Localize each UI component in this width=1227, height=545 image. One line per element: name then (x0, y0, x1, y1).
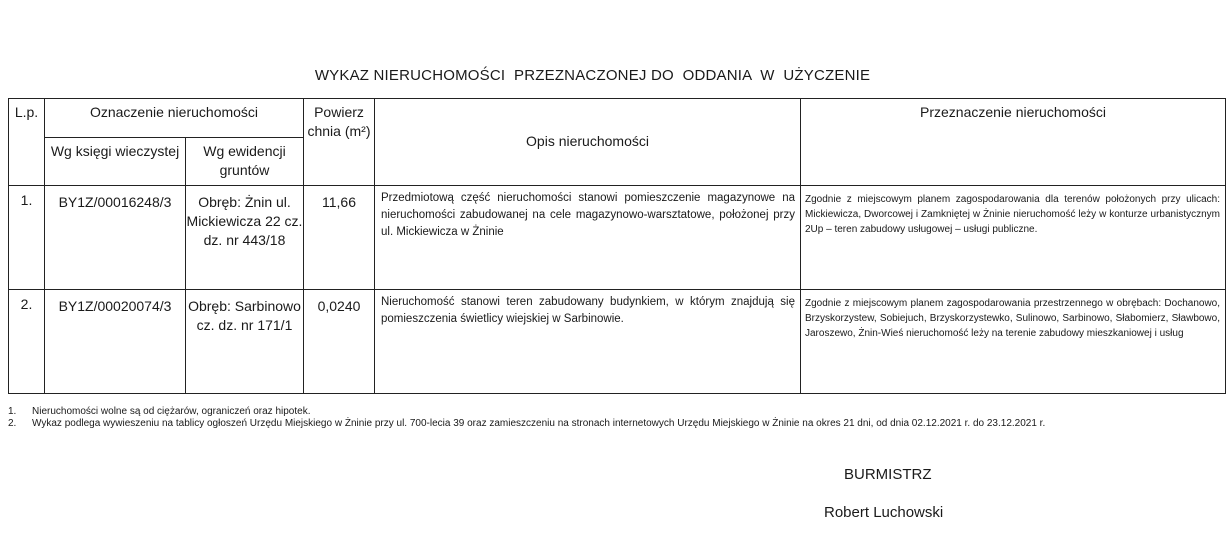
document-title: WYKAZ NIERUCHOMOŚCI PRZEZNACZONEJ DO ODDANIA W UŻYCZENIE (314, 67, 871, 84)
row-purpose: Zgodnie z miejscowym planem zagospodarowania dla terenów położonych przy ulicach: Mickiewicza, Dworcowej i Zamkniętej w Żninie nieruchomość leży w konturze urbanistycznym 2Up – teren zabudowy usługowej – usługi publiczne. (801, 185, 1226, 290)
row-description: Przedmiotową część nieruchomości stanowi pomieszczenie magazynowe na nieruchomości zabudowanej na cele magazynowo-warsztatowe, położonej przy ul. Mickiewicza w Żninie (375, 185, 801, 290)
signature-title: BURMISTRZ (844, 466, 932, 483)
header-designation: Oznaczenie nieruchomości (45, 99, 304, 138)
row-area: 11,66 (304, 185, 375, 290)
row-description: Nieruchomość stanowi teren zabudowany budynkiem, w którym znajdują się pomieszczenia świetlicy wiejskiej w Sarbinowie. (375, 290, 801, 394)
footnote-text: Nieruchomości wolne są od ciężarów, ograniczeń oraz hipotek. (32, 406, 311, 417)
signature-name: Robert Luchowski (824, 504, 944, 521)
row-land-register: BY1Z/00020074/3 (45, 290, 186, 394)
footnote-number: 1. (8, 406, 17, 417)
row-lp: 2. (9, 290, 45, 394)
row-purpose: Zgodnie z miejscowym planem zagospodarowania przestrzennego w obrębach: Dochanowo, Brzyskorzystew, Sobiejuch, Brzyskorzystewko, Sulinowo, Sarbinowo, Słabomierz, Sławbowo, Jaroszewo, Żnin-Wieś nieruchomość leży na terenie zabudowy mieszkaniowej i usług (801, 290, 1226, 394)
header-description: Opis nieruchomości (375, 99, 801, 186)
table-row (9, 185, 1226, 290)
footnote (8, 418, 1198, 430)
row-area: 0,0240 (304, 290, 375, 394)
header-land-records: Wg ewidencji gruntów (186, 138, 304, 185)
row-land-records: Obręb: Sarbinowo cz. dz. nr 171/1 (186, 290, 304, 394)
header-purpose: Przeznaczenie nieruchomości (801, 99, 1226, 186)
header-lp: L.p. (9, 99, 45, 186)
header-row (9, 99, 1226, 138)
footnote-text: Wykaz podlega wywieszeniu na tablicy ogłoszeń Urzędu Miejskiego w Żninie przy ul. 700-lecia 39 oraz zamieszczeniu na stronach internetowych Urzędu Miejskiego w Żninie na okres 21 dni, od dnia 02.12.2021 r. do 23.12.2021 r. (32, 418, 1046, 429)
footnotes (8, 406, 1198, 430)
header-land-register: Wg księgi wieczystej (45, 138, 186, 185)
table-row (9, 290, 1226, 394)
row-lp: 1. (9, 185, 45, 290)
footnote (8, 406, 1198, 418)
row-land-register: BY1Z/00016248/3 (45, 185, 186, 290)
row-land-records: Obręb: Żnin ul. Mickiewicza 22 cz. dz. nr 443/18 (186, 185, 304, 290)
property-table (8, 98, 1226, 394)
header-area: Powierz chnia (m²) (304, 99, 375, 186)
footnote-number: 2. (8, 418, 17, 429)
